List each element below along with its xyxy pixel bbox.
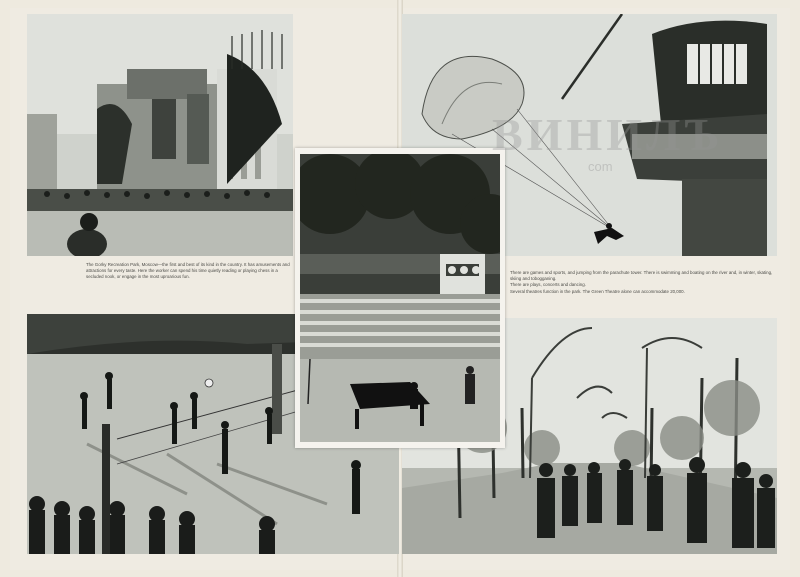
green-theatre-photo [300, 154, 500, 442]
right-caption-line-2: There are plays, concerts and dancing. [510, 282, 586, 288]
right-caption-line-1: There are games and sports, and jumping from the parachute tower. There is swimming and boating on the river and, in winter, skating, skiing and tobogganing. [510, 270, 773, 282]
right-caption-line-3: Several theatres function in the park. The Green Theatre alone can accommodate 20,000. [510, 288, 685, 294]
pavilion-crowd-photo [27, 14, 293, 256]
watermark-subtext: com [588, 159, 613, 174]
right-caption [510, 270, 775, 295]
left-caption: The Gorky Recreation Park, Moscow—the first and best of its kind in the country. It has amusements and attractions for every taste. Here the worker can spend his time quietly reading or playing chess in a secluded nook, or engage in the most uproarious fun. [86, 262, 290, 280]
watermark-logo: ВИНИЛЪ [492, 109, 724, 160]
